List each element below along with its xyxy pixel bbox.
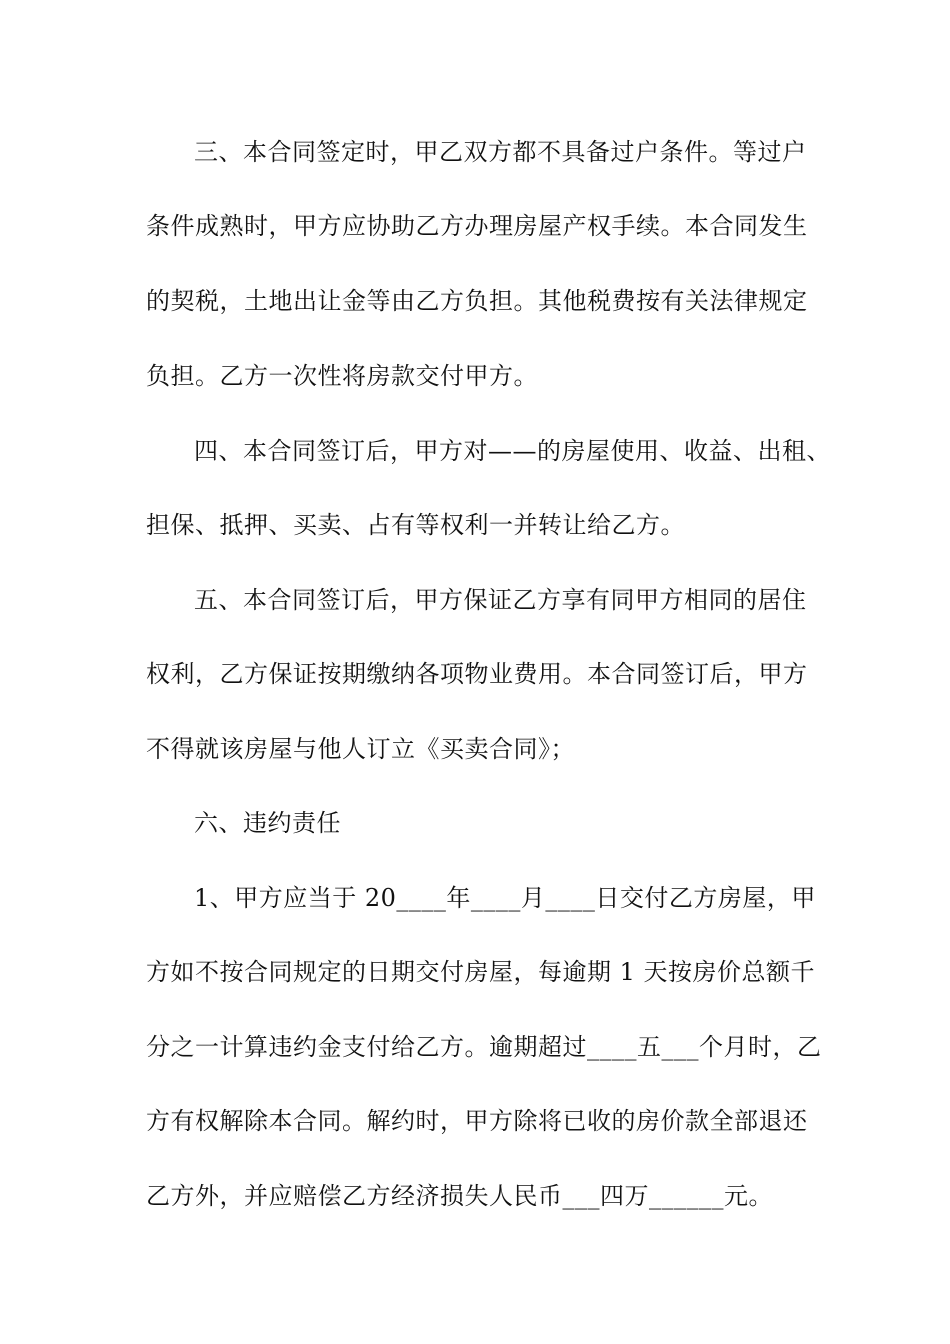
clause-6-heading: 六、违约责任 — [194, 809, 341, 837]
clause-3-line-2: 条件成熟时，甲方应协助乙方办理房屋产权手续。本合同发生 — [146, 212, 808, 240]
clause-5-line-3: 不得就该房屋与他人订立《买卖合同》； — [146, 735, 575, 763]
clause-3-line-1: 三、本合同签定时，甲乙双方都不具备过户条件。等过户 — [194, 138, 807, 166]
clause-5-line-1: 五、本合同签订后，甲方保证乙方享有同甲方相同的居住 — [194, 586, 807, 614]
clause-6-item-1-line-2: 方如不按合同规定的日期交付房屋，每逾期 1 天按房价总额千 — [146, 958, 816, 986]
clause-6-item-1-line-1: 1、甲方应当于 20____年____月____日交付乙方房屋，甲 — [194, 884, 816, 912]
clause-4-line-2: 担保、抵押、买卖、占有等权利一并转让给乙方。 — [146, 511, 685, 539]
clause-4-line-1: 四、本合同签订后，甲方对——的房屋使用、收益、出租、 — [194, 437, 831, 465]
clause-6-item-1-line-4: 方有权解除本合同。解约时，甲方除将已收的房价款全部退还 — [146, 1107, 808, 1135]
clause-3-line-3: 的契税，土地出让金等由乙方负担。其他税费按有关法律规定 — [146, 287, 808, 315]
clause-3-line-4: 负担。乙方一次性将房款交付甲方。 — [146, 362, 538, 390]
clause-6-item-1-line-3: 分之一计算违约金支付给乙方。逾期超过____五___个月时，乙 — [146, 1033, 822, 1061]
clause-5-line-2: 权利，乙方保证按期缴纳各项物业费用。本合同签订后，甲方 — [146, 660, 808, 688]
clause-6-item-1-line-5: 乙方外，并应赔偿乙方经济损失人民币___四万______元。 — [146, 1182, 773, 1210]
